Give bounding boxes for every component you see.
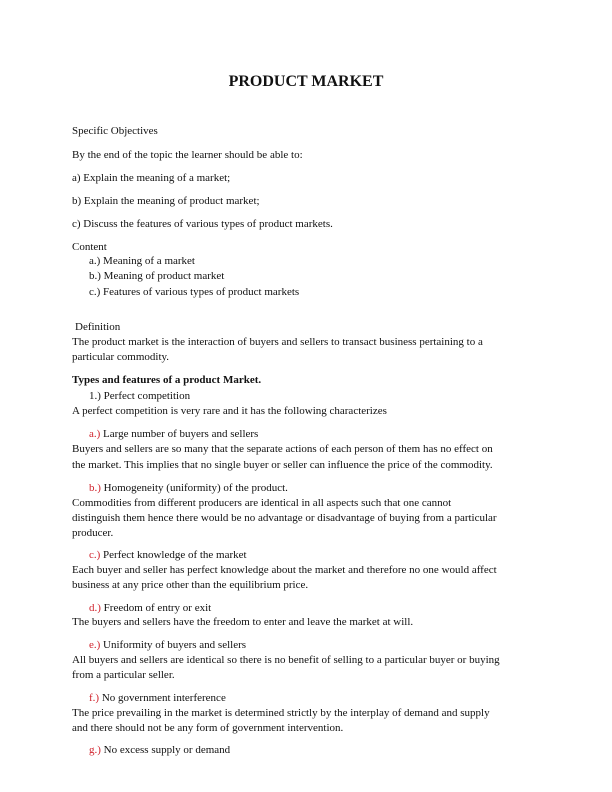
feature-title: a.) Large number of buyers and sellers — [89, 428, 259, 440]
content-item: b.) Meaning of product market — [89, 270, 225, 282]
content-heading: Content — [72, 241, 107, 253]
feature-text: distinguish them hence there would be no advantage or disadvantage of buying from a particular — [72, 512, 497, 524]
feature-text: The buyers and sellers have the freedom to enter and leave the market at will. — [72, 616, 414, 628]
objectives-intro: By the end of the topic the learner should be able to: — [72, 149, 303, 161]
objectives-heading: Specific Objectives — [72, 125, 158, 137]
types-heading: Types and features of a product Market. — [72, 374, 262, 386]
feature-text: the market. This implies that no single buyer or seller can influence the price of the commodity. — [72, 459, 493, 471]
types-intro: A perfect competition is very rare and it has the following characterizes — [72, 405, 387, 417]
page-title: PRODUCT MARKET — [228, 73, 384, 90]
feature-text: Commodities from different producers are identical in all aspects such that one cannot — [72, 497, 452, 509]
definition-text: The product market is the interaction of buyers and sellers to transact business pertaining to a — [72, 336, 483, 348]
feature-marker: b.) — [89, 482, 101, 494]
feature-text: Each buyer and seller has perfect knowledge about the market and therefore no one would affect — [72, 564, 497, 576]
objective-item: b) Explain the meaning of product market; — [72, 195, 260, 207]
feature-text: All buyers and sellers are identical so there is no benefit of selling to a particular buyer or buying — [72, 654, 500, 666]
feature-title: c.) Perfect knowledge of the market — [89, 549, 247, 561]
feature-title: e.) Uniformity of buyers and sellers — [89, 639, 247, 651]
objective-item: c) Discuss the features of various types of product markets. — [72, 218, 333, 230]
feature-marker: f.) — [89, 692, 100, 704]
feature-title: f.) No government interference — [89, 692, 226, 704]
feature-title: g.) No excess supply or demand — [89, 744, 231, 756]
definition-heading: Definition — [75, 321, 121, 333]
feature-text: producer. — [72, 527, 114, 539]
feature-text: business at any price other than the equilibrium price. — [72, 579, 309, 591]
feature-marker: a.) — [89, 428, 101, 440]
types-subheading: 1.) Perfect competition — [89, 390, 191, 402]
objective-item: a) Explain the meaning of a market; — [72, 172, 231, 184]
feature-text: The price prevailing in the market is determined strictly by the interplay of demand and supply — [72, 707, 490, 719]
feature-text: Buyers and sellers are so many that the separate actions of each person of them has no effect on — [72, 443, 493, 455]
feature-marker: e.) — [89, 639, 101, 651]
feature-title: b.) Homogeneity (uniformity) of the product. — [89, 482, 288, 494]
content-item: a.) Meaning of a market — [89, 255, 195, 267]
feature-marker: d.) — [89, 602, 101, 614]
content-item: c.) Features of various types of product markets — [89, 286, 300, 298]
feature-title: d.) Freedom of entry or exit — [89, 602, 212, 614]
feature-text: and there should not be any form of government intervention. — [72, 722, 344, 734]
definition-text: particular commodity. — [72, 351, 170, 363]
feature-text: from a particular seller. — [72, 669, 175, 681]
feature-marker: g.) — [89, 744, 101, 756]
feature-marker: c.) — [89, 549, 101, 561]
